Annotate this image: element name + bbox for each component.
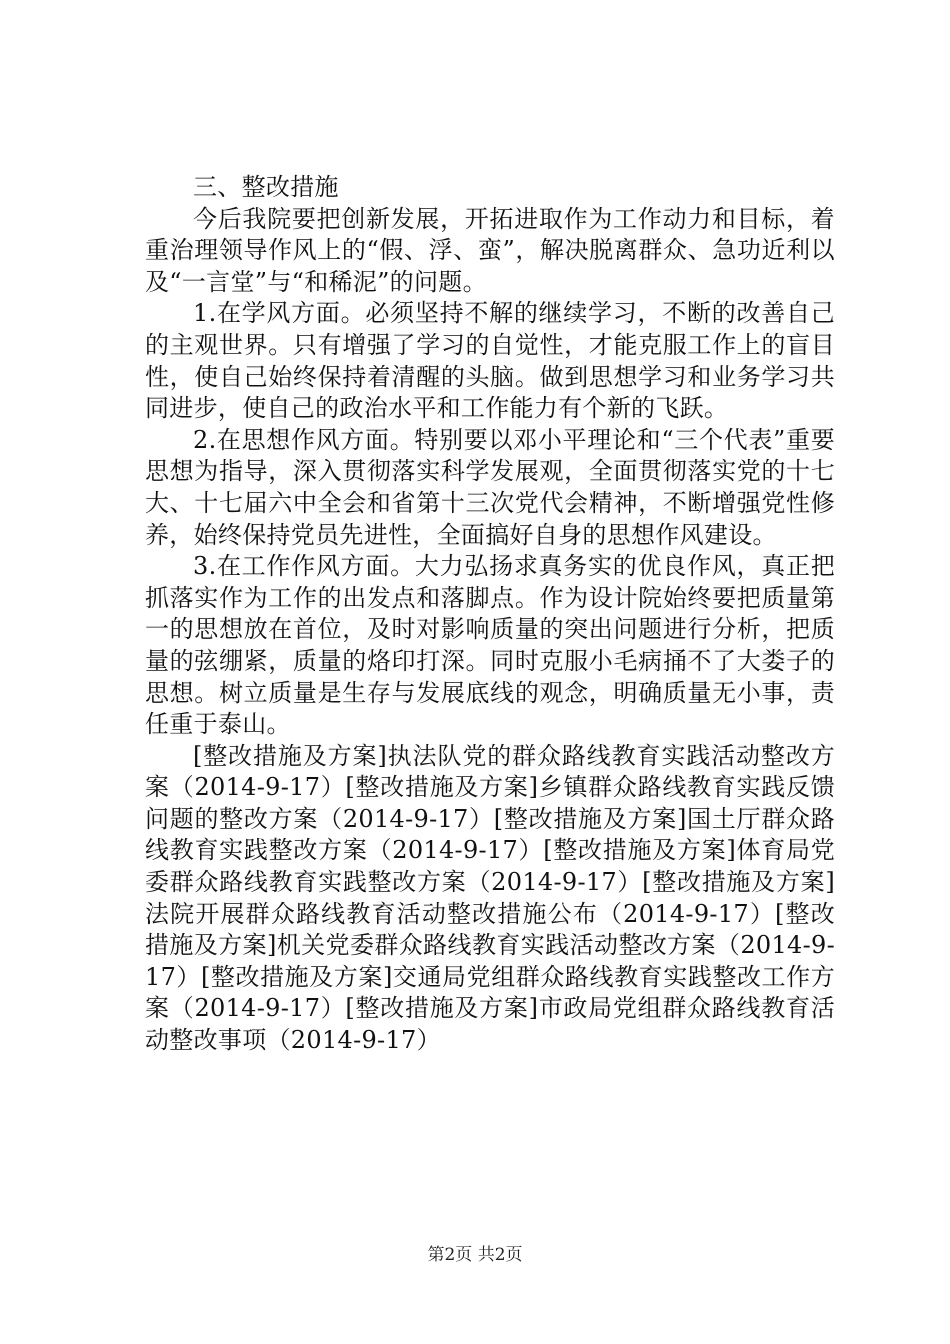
page-footer — [0, 1245, 950, 1265]
related-articles-paragraph: [整改措施及方案]执法队党的群众路线教育实践活动整改方案（2014-9-17）[整改措施及方案]乡镇群众路线教育实践反馈问题的整改方案（2014-9-17）[整改措施及方案]国土厅群众路线教育实践整改方案（2014-9-17）[整改措施及方案]体育局党委群众路线教育实践整改方案（2014-9-17）[整改措施及方案]法院开展群众路线教育活动整改措施公布（2014-9-17）[整改措施及方案]机关党委群众路线教育实践活动整改方案（2014-9-17）[整改措施及方案]交通局党组群众路线教育实践整改工作方案（2014-9-17）[整改措施及方案]市政局党组群众路线教育活动整改事项（2014-9-17） — [145, 741, 835, 1055]
section-heading: 三、整改措施 — [193, 173, 339, 201]
item-thought-style: 2.在思想作风方面。特别要以邓小平理论和“三个代表”重要思想为指导，深入贯彻落实科学发展观，全面贯彻落实党的十七大、十七届六中全会和省第十三次党代会精神，不断增强党性修养，始终保持党员先进性，全面搞好自身的思想作风建设。 — [145, 425, 835, 549]
item-study-style: 1.在学风方面。必须坚持不解的继续学习，不断的改善自己的主观世界。只有增强了学习的自觉性，才能克服工作上的盲目性，使自己始终保持着清醒的头脑。做到思想学习和业务学习共同进步，使自己的政治水平和工作能力有个新的飞跃。 — [145, 299, 835, 423]
item-work-style: 3.在工作作风方面。大力弘扬求真务实的优良作风，真正把抓落实作为工作的出发点和落脚点。作为设计院始终要把质量第一的思想放在首位，及时对影响质量的突出问题进行分析，把质量的弦绷紧，质量的烙印打深。同时克服小毛病捅不了大娄子的思想。树立质量是生存与发展底线的观念，明确质量无小事，责任重于泰山。 — [145, 552, 835, 739]
page-number: 第2页 共2页 — [427, 1245, 523, 1265]
document-body — [145, 172, 835, 1057]
intro-paragraph: 今后我院要把创新发展，开拓进取作为工作动力和目标，着重治理领导作风上的“假、浮、蛮”，解决脱离群众、急功近利以及“一言堂”与“和稀泥”的问题。 — [145, 204, 835, 296]
